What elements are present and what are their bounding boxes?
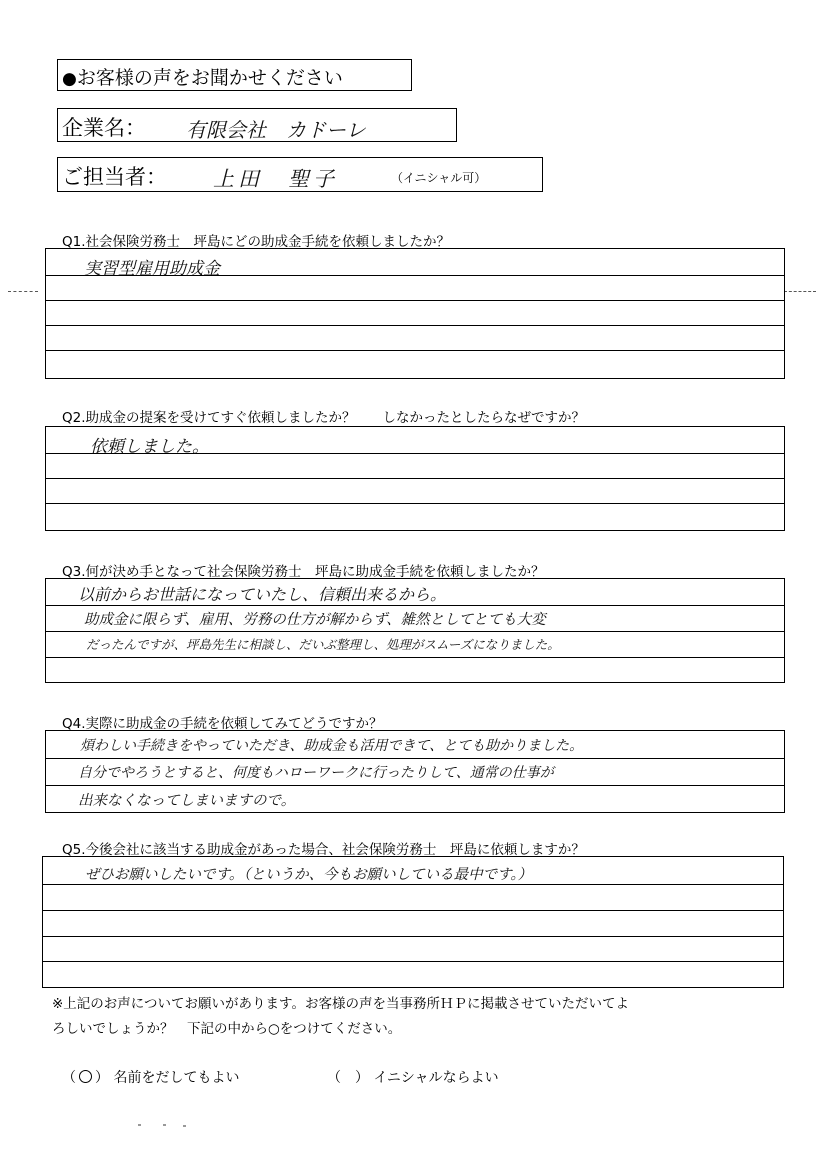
bullet-icon: ● — [62, 69, 77, 89]
form-title-box — [57, 59, 412, 91]
answer-4-line-2: 自分でやろうとすると、何度もハローワークに行ったりして、通常の仕事が — [78, 765, 554, 781]
choice-initial-ok[interactable]: （ ） イニシャルならよい — [327, 1070, 499, 1086]
choice-name-ok-label: 名前をだしてもよい — [113, 1070, 240, 1086]
company-value: 有限会社 カドーレ — [186, 118, 366, 142]
publication-notice-line-1: ※上記のお声についてお願いがあります。お客様の声を当事務所ＨＰに掲載させていただいてよ — [52, 996, 629, 1012]
choice-name-ok[interactable]: （ ） 名前をだしてもよい — [62, 1070, 240, 1086]
publication-notice-line-2: ろしいでしょうか？ 下記の中から○をつけてください。 — [52, 1021, 402, 1037]
answer-rule — [46, 503, 784, 504]
answer-rule — [46, 325, 784, 326]
question-1: Q1.社会保険労務士 坪島にどの助成金手続を依頼しましたか？ — [62, 234, 451, 250]
answer-3-line-1: 以前からお世話になっていたし、信頼出来るから。 — [78, 585, 447, 604]
answer-rule — [43, 936, 783, 937]
scan-speck — [183, 1125, 186, 1127]
answer-3-line-3: だったんですが、坪島先生に相談し、だいぶ整理し、処理がスムーズになりました。 — [86, 637, 560, 652]
answer-2-line-1: 依頼しました。 — [90, 437, 209, 457]
scan-speck — [163, 1124, 166, 1126]
answer-5-line-1: ぜひお願いしたいです。（というか、今もお願いしている最中です。） — [85, 867, 533, 883]
question-4: Q4.実際に助成金の手続を依頼してみてどうですか？ — [62, 716, 383, 732]
contact-label: ご担当者： — [62, 165, 167, 189]
initial-note: （イニシャル可） — [391, 171, 487, 185]
answer-box-5 — [42, 856, 784, 988]
scan-speck — [138, 1124, 141, 1126]
answer-rule — [46, 300, 784, 301]
answer-box-1 — [45, 248, 785, 379]
answer-box-4 — [45, 730, 785, 813]
answer-1-line-1: 実習型雇用助成金 — [84, 259, 220, 279]
answer-rule — [43, 961, 783, 962]
answer-rule — [46, 785, 784, 786]
answer-rule — [46, 758, 784, 759]
scan-artifact-line-right — [784, 291, 816, 292]
answer-3-line-2: 助成金に限らず、雇用、労務の仕方が解からず、雑然としてとても大変 — [84, 612, 546, 628]
company-label: 企業名： — [62, 116, 146, 140]
form-title: お客様の声をお聞かせください — [76, 67, 343, 89]
answer-4-line-3: 出来なくなってしまいますので。 — [78, 793, 296, 809]
answer-rule — [43, 910, 783, 911]
company-field — [57, 108, 457, 142]
answer-rule — [46, 631, 784, 632]
answer-rule — [46, 350, 784, 351]
answer-box-3 — [45, 578, 785, 683]
contact-field — [57, 157, 543, 192]
answer-4-line-1: 煩わしい手続きをやっていただき、助成金も活用できて、とても助かりました。 — [80, 738, 584, 754]
question-2: Q2.助成金の提案を受けてすぐ依頼しましたか？ しなかったとしたらなぜですか？ — [62, 410, 586, 426]
answer-rule — [46, 657, 784, 658]
contact-value: 上田 聖子 — [213, 167, 338, 191]
answer-rule — [46, 478, 784, 479]
question-3: Q3.何が決め手となって社会保険労務士 坪島に助成金手続を依頼しましたか？ — [62, 564, 545, 580]
answer-box-2 — [45, 426, 785, 531]
answer-rule — [46, 605, 784, 606]
answer-rule — [43, 884, 783, 885]
choice-initial-ok-label: イニシャルならよい — [373, 1070, 499, 1086]
scan-artifact-line-left — [8, 291, 38, 292]
question-5: Q5.今後会社に該当する助成金があった場合、社会保険労務士 坪島に依頼しますか？ — [62, 842, 585, 858]
selected-circle-icon — [79, 1070, 92, 1083]
